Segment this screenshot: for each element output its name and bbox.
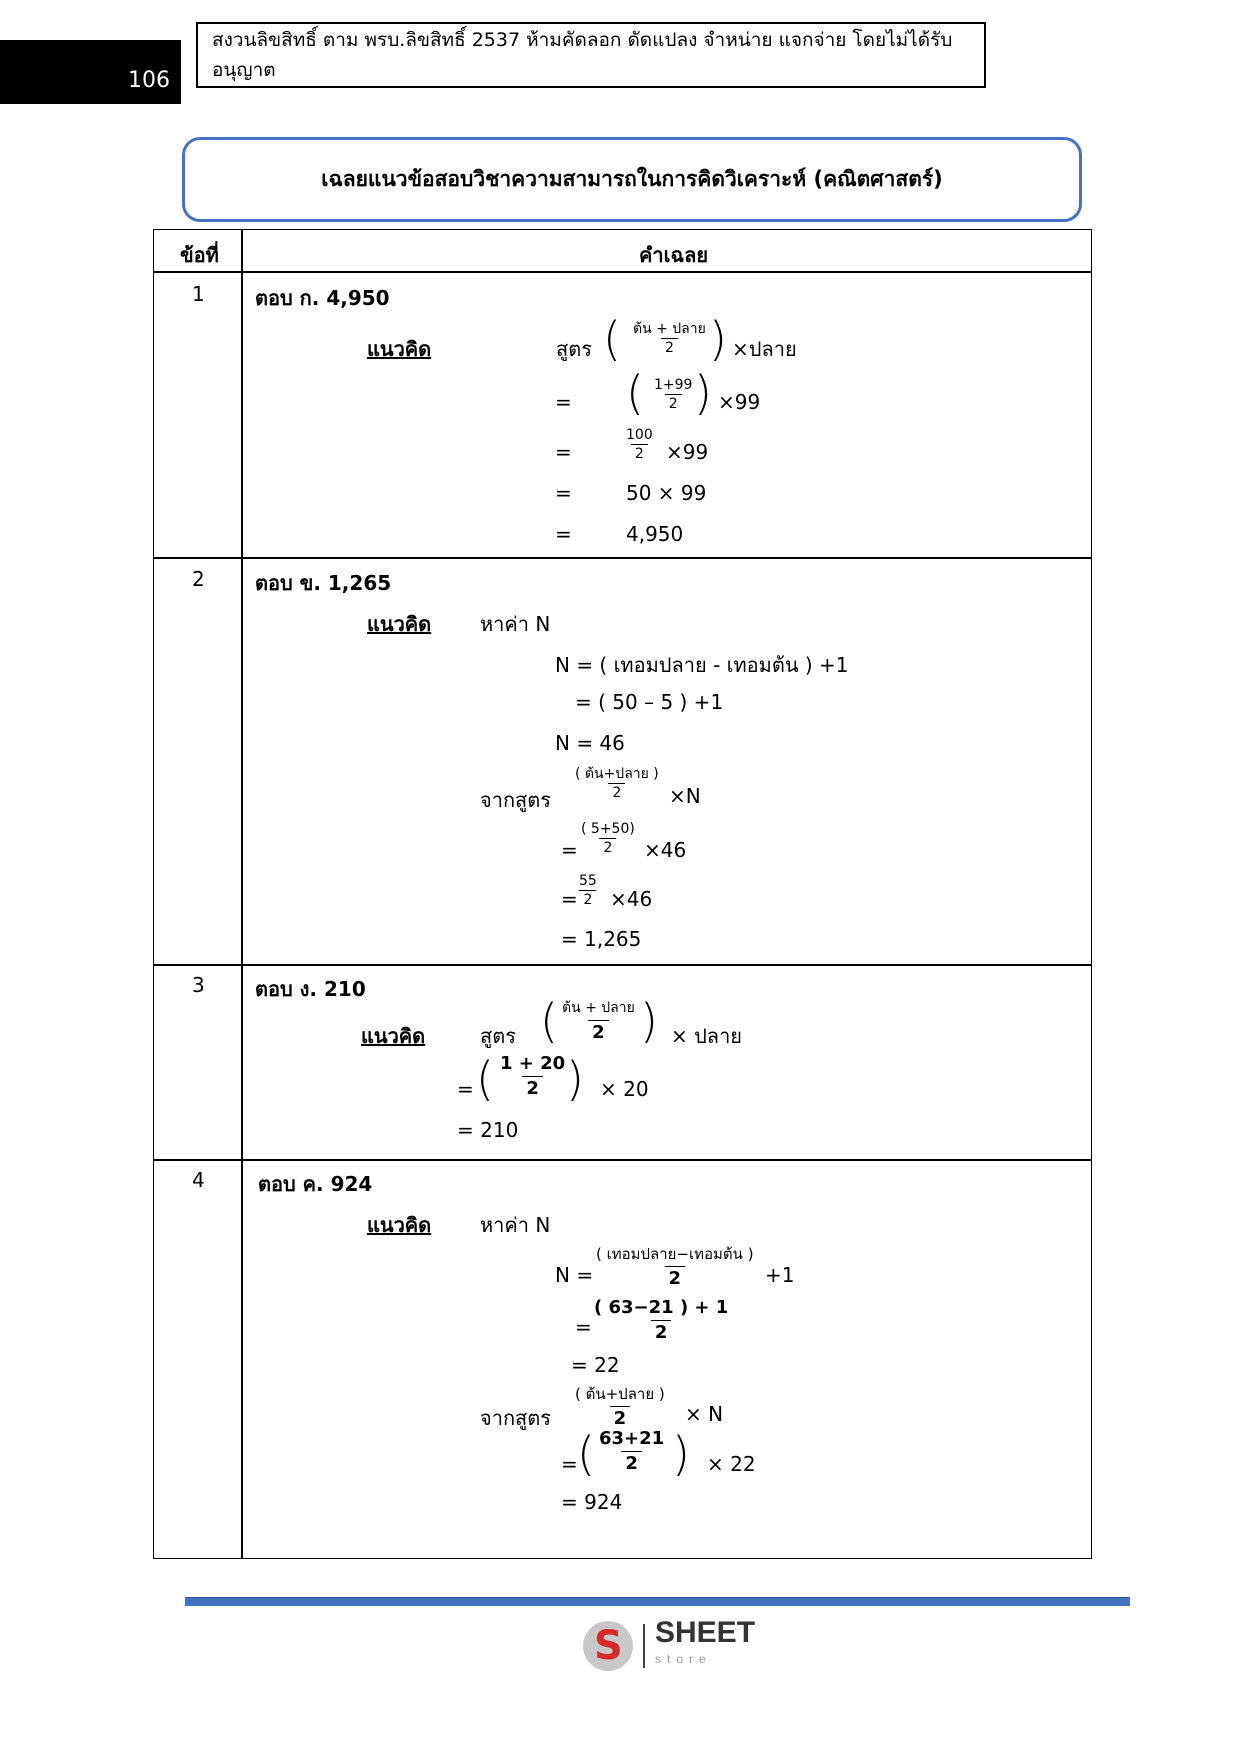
step-label: จากสูตร: [480, 788, 551, 812]
numerator: 100: [626, 427, 653, 443]
logo-s-icon: [583, 1621, 633, 1671]
multiplier: ×N: [669, 784, 701, 808]
page-number: 106: [128, 68, 170, 93]
step-expression: N = ( เทอมปลาย - เทอมต้น ) +1: [555, 653, 849, 677]
answer-label: ตอบ ก. 4,950: [255, 286, 390, 310]
multiplier: ×46: [644, 838, 687, 862]
numerator: ( ต้น+ปลาย ): [575, 766, 659, 782]
step-expression: = ( 50 – 5 ) +1: [575, 690, 724, 714]
close-paren: ): [709, 312, 727, 366]
denominator: 2: [599, 838, 616, 857]
denominator: 2: [610, 1406, 631, 1431]
denominator: 2: [665, 1266, 686, 1291]
open-paren: (: [626, 366, 644, 420]
answer-label: ตอบ ง. 210: [255, 977, 366, 1001]
denominator: 2: [651, 1320, 672, 1345]
question-number: 4: [192, 1168, 205, 1192]
fraction: [595, 1427, 668, 1476]
numerator: 1 + 20: [500, 1053, 566, 1074]
formula-label: สูตร: [480, 1024, 516, 1048]
step-label: จากสูตร: [480, 1406, 551, 1430]
equals-sign: =: [555, 481, 572, 505]
fraction: [575, 872, 601, 909]
fraction: [577, 820, 639, 857]
footer-rule: [185, 1597, 1130, 1606]
question-number: 1: [192, 282, 205, 306]
concept-label: แนวคิด: [367, 1213, 432, 1237]
open-paren: (: [540, 994, 558, 1048]
multiplier: ×ปลาย: [732, 337, 797, 361]
close-paren: ): [566, 1052, 584, 1106]
result-value: = 1,265: [561, 927, 642, 951]
sheet-store-logo: [583, 1616, 756, 1672]
step-expression: = 22: [571, 1353, 620, 1377]
numerator: ต้น + ปลาย: [562, 1000, 635, 1016]
numerator: ( 5+50): [581, 821, 635, 837]
column-header-no: ข้อที่: [180, 243, 219, 267]
step-label: หาค่า N: [480, 612, 551, 636]
numerator: ( ต้น+ปลาย ): [575, 1385, 665, 1403]
multiplier: ×99: [718, 390, 761, 414]
denominator: 2: [665, 394, 682, 413]
logo-divider: [643, 1624, 645, 1668]
fraction: [496, 1052, 569, 1101]
equals-sign: =: [555, 440, 572, 464]
equals-sign: =: [575, 1315, 592, 1339]
equals-sign: =: [457, 1077, 474, 1101]
multiplier: ×46: [610, 887, 653, 911]
result-value: 4,950: [626, 522, 684, 546]
row-divider: [154, 964, 1091, 966]
multiplier: ×99: [666, 440, 709, 464]
equals-sign: =: [561, 838, 578, 862]
concept-label: แนวคิด: [361, 1024, 426, 1048]
equals-sign: =: [555, 522, 572, 546]
question-number: 2: [192, 567, 205, 591]
denominator: 2: [621, 1451, 642, 1476]
equals-sign: =: [555, 390, 572, 414]
denominator: 2: [579, 890, 596, 909]
open-paren: (: [603, 312, 621, 366]
fraction: [622, 426, 657, 463]
copyright-notice: [196, 22, 986, 88]
fraction: [650, 376, 696, 413]
logo-sub: store: [655, 1652, 712, 1666]
step-expression: N =: [555, 1263, 594, 1287]
question-number: 3: [192, 973, 205, 997]
numerator: ( 63−21 ) + 1: [594, 1297, 729, 1318]
copyright-text: สงวนลิขสิทธิ์ ตาม พรบ.ลิขสิทธิ์ 2537 ห้ามคัดลอก ดัดแปลง จำหน่าย แจกจ่าย โดยไม่ได้รับอนุญาต: [212, 29, 953, 81]
fraction: [558, 996, 639, 1045]
result-value: = 210: [457, 1118, 519, 1142]
logo-name: SHEET: [655, 1616, 756, 1649]
answer-label: ตอบ ค. 924: [258, 1172, 373, 1196]
denominator: 2: [661, 338, 678, 357]
answer-label: ตอบ ข. 1,265: [255, 571, 392, 595]
row-divider: [154, 557, 1091, 559]
multiplier: × ปลาย: [671, 1024, 743, 1048]
equals-sign: =: [561, 1452, 578, 1476]
step-expression: N = 46: [555, 731, 625, 755]
equals-sign: =: [561, 887, 578, 911]
step-expression: +1: [765, 1263, 795, 1287]
multiplier: × 20: [600, 1077, 649, 1101]
column-header-answer: คำเฉลย: [639, 243, 709, 267]
fraction: [629, 320, 710, 357]
step-expression: 50 × 99: [626, 481, 707, 505]
numerator: 63+21: [599, 1428, 665, 1449]
fraction: [592, 1242, 758, 1291]
denominator: 2: [588, 1020, 609, 1045]
close-paren: ): [672, 1427, 690, 1481]
fraction: [571, 1382, 669, 1431]
result-value: = 924: [561, 1490, 623, 1514]
multiplier: × 22: [707, 1452, 756, 1476]
logo-wordmark: [655, 1616, 756, 1672]
step-label: หาค่า N: [480, 1213, 551, 1237]
answer-table: [153, 229, 1092, 1559]
close-paren: ): [694, 366, 712, 420]
row-divider: [154, 1159, 1091, 1161]
formula-label: สูตร: [556, 337, 592, 361]
numerator: ต้น + ปลาย: [633, 321, 706, 337]
multiplier: × N: [685, 1402, 724, 1426]
open-paren: (: [577, 1427, 595, 1481]
denominator: 2: [631, 444, 648, 463]
column-divider: [241, 230, 243, 1558]
denominator: 2: [608, 783, 625, 802]
numerator: 55: [579, 873, 597, 889]
fraction: [590, 1296, 732, 1345]
fraction: [571, 765, 663, 802]
section-title: [182, 137, 1082, 222]
close-paren: ): [640, 994, 658, 1048]
concept-label: แนวคิด: [367, 337, 432, 361]
numerator: ( เทอมปลาย−เทอมต้น ): [596, 1245, 754, 1263]
numerator: 1+99: [654, 377, 693, 393]
row-divider: [154, 271, 1091, 273]
denominator: 2: [522, 1076, 543, 1101]
open-paren: (: [476, 1052, 494, 1106]
section-title-text: เฉลยแนวข้อสอบวิชาความสามารถในการคิดวิเคราะห์ (คณิตศาสตร์): [321, 167, 943, 191]
concept-label: แนวคิด: [367, 612, 432, 636]
